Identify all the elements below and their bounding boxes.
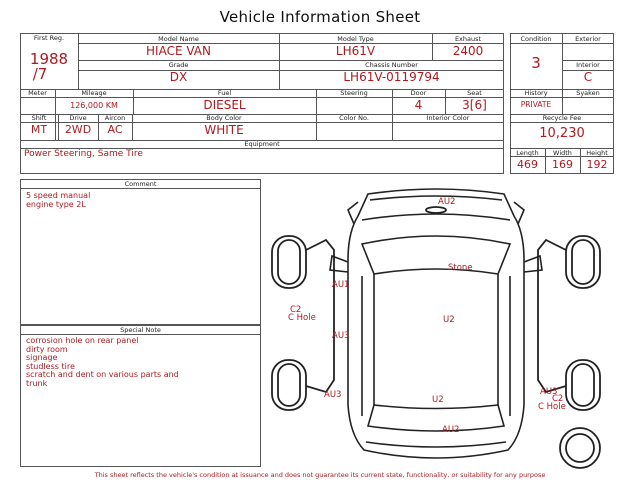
page-title: Vehicle Information Sheet bbox=[219, 8, 421, 26]
damage-mark-u2-lower: U2 bbox=[432, 395, 444, 405]
special-note-line: dirty room bbox=[26, 344, 68, 354]
label-aircon: Aircon bbox=[104, 114, 126, 122]
spare-tire-bottom-right-inner bbox=[566, 434, 594, 462]
damage-mark-c2-right: C2 bbox=[552, 394, 564, 404]
headlight-left bbox=[348, 202, 358, 224]
label-history: History bbox=[524, 89, 548, 97]
hood-line bbox=[362, 214, 510, 220]
shift-value: MT bbox=[30, 123, 48, 136]
fuel-value: DIESEL bbox=[203, 98, 246, 112]
recycle-fee-value: 10,230 bbox=[539, 126, 585, 141]
comment-line: engine type 2L bbox=[26, 199, 86, 209]
label-special-note: Special Note bbox=[120, 326, 161, 334]
body-color-value: WHITE bbox=[204, 123, 244, 137]
label-exterior: Exterior bbox=[575, 35, 601, 43]
label-seat: Seat bbox=[467, 89, 482, 97]
chassis-number-value: LH61V-0119794 bbox=[343, 70, 440, 84]
damage-mark-chole-right: C Hole bbox=[538, 402, 566, 412]
special-note-line: signage bbox=[26, 353, 58, 362]
special-note-line: corrosion hole on rear panel bbox=[26, 336, 139, 345]
rear-bumper bbox=[366, 442, 506, 447]
disclaimer-footer: This sheet reflects the vehicle's condition at issuance and does not guarantee its current state, functionality, or suitability for any purpose bbox=[94, 471, 546, 479]
damage-mark-stone: Stone bbox=[448, 263, 473, 273]
headlight-right bbox=[514, 202, 524, 224]
interior-value: C bbox=[583, 70, 593, 84]
wheel-front-left-inner bbox=[278, 240, 300, 284]
width-value: 169 bbox=[552, 158, 573, 171]
wheel-rear-right bbox=[566, 360, 600, 410]
label-mileage: Mileage bbox=[81, 89, 107, 97]
equipment-value: Power Steering, Same Tire bbox=[24, 149, 143, 159]
label-meter: Meter bbox=[28, 89, 47, 97]
label-exhaust: Exhaust bbox=[454, 35, 482, 43]
special-note-line: scratch and dent on various parts and bbox=[26, 370, 179, 379]
label-fuel: Fuel bbox=[217, 89, 232, 97]
front-bumper bbox=[370, 196, 502, 200]
history-value: PRIVATE bbox=[520, 100, 552, 109]
label-equipment: Equipment bbox=[244, 140, 280, 148]
label-grade: Grade bbox=[168, 61, 189, 69]
label-width: Width bbox=[553, 149, 572, 157]
damage-mark-au3-left: AU3 bbox=[332, 331, 350, 341]
comment-line: 5 speed manual bbox=[26, 191, 91, 200]
exhaust-value: 2400 bbox=[452, 44, 484, 58]
damage-mark-u2-center: U2 bbox=[443, 315, 455, 325]
special-note-line: trunk bbox=[26, 378, 48, 388]
grade-value: DX bbox=[169, 70, 188, 84]
label-chassis-number: Chassis Number bbox=[365, 61, 418, 69]
drive-value: 2WD bbox=[64, 123, 92, 136]
length-value: 469 bbox=[517, 158, 538, 171]
mirror-right bbox=[524, 256, 542, 272]
label-condition: Condition bbox=[520, 35, 552, 43]
label-color-no: Color No. bbox=[339, 114, 369, 122]
height-value: 192 bbox=[586, 158, 608, 171]
wheel-rear-left-inner bbox=[278, 364, 300, 406]
damage-mark-au3-lower: AU3 bbox=[324, 390, 342, 400]
damage-mark-au2-bottom: AU2 bbox=[442, 425, 460, 435]
damage-mark-au1: AU1 bbox=[332, 280, 350, 290]
label-model-type: Model Type bbox=[337, 35, 374, 43]
first-reg-year: 1988 bbox=[29, 50, 69, 68]
mileage-value: 126,000 KM bbox=[70, 101, 118, 110]
label-drive: Drive bbox=[69, 114, 87, 122]
seat-value: 3[6] bbox=[462, 98, 487, 112]
special-note-line: studless tire bbox=[26, 361, 75, 371]
label-door: Door bbox=[410, 89, 427, 97]
label-model-name: Model Name bbox=[158, 35, 199, 43]
damage-mark-c2-left: C2 bbox=[290, 305, 302, 315]
door-value: 4 bbox=[414, 98, 423, 112]
damage-mark-au3-right: AU3 bbox=[540, 387, 558, 397]
spare-tire-top bbox=[426, 207, 446, 213]
model-type-value: LH61V bbox=[335, 44, 376, 58]
label-interior: Interior bbox=[576, 61, 600, 69]
label-shift: Shift bbox=[31, 114, 47, 122]
windshield bbox=[362, 236, 510, 274]
label-syaken: Syaken bbox=[576, 89, 600, 97]
vehicle-damage-diagram bbox=[266, 180, 622, 472]
model-name-value: HIACE VAN bbox=[146, 44, 211, 58]
label-body-color: Body Color bbox=[206, 114, 242, 122]
label-comment: Comment bbox=[124, 180, 157, 188]
wheel-front-right bbox=[566, 236, 600, 288]
label-steering: Steering bbox=[340, 89, 368, 97]
label-height: Height bbox=[586, 149, 608, 157]
condition-value: 3 bbox=[531, 54, 541, 72]
label-interior-color: Interior Color bbox=[426, 114, 470, 122]
damage-mark-au2-top: AU2 bbox=[438, 197, 456, 207]
side-view-right bbox=[538, 240, 566, 392]
wheel-front-right-inner bbox=[572, 240, 594, 284]
first-reg-month: /7 bbox=[32, 65, 48, 83]
aircon-value: AC bbox=[107, 123, 123, 136]
damage-mark-chole-left: C Hole bbox=[288, 313, 316, 323]
rear-window bbox=[368, 405, 504, 431]
label-recycle-fee: Recycle Fee bbox=[542, 114, 582, 122]
mirror-left bbox=[330, 256, 348, 272]
label-first-reg: First Reg. bbox=[33, 34, 65, 42]
wheel-rear-right-inner bbox=[572, 364, 594, 406]
label-length: Length bbox=[516, 149, 539, 157]
